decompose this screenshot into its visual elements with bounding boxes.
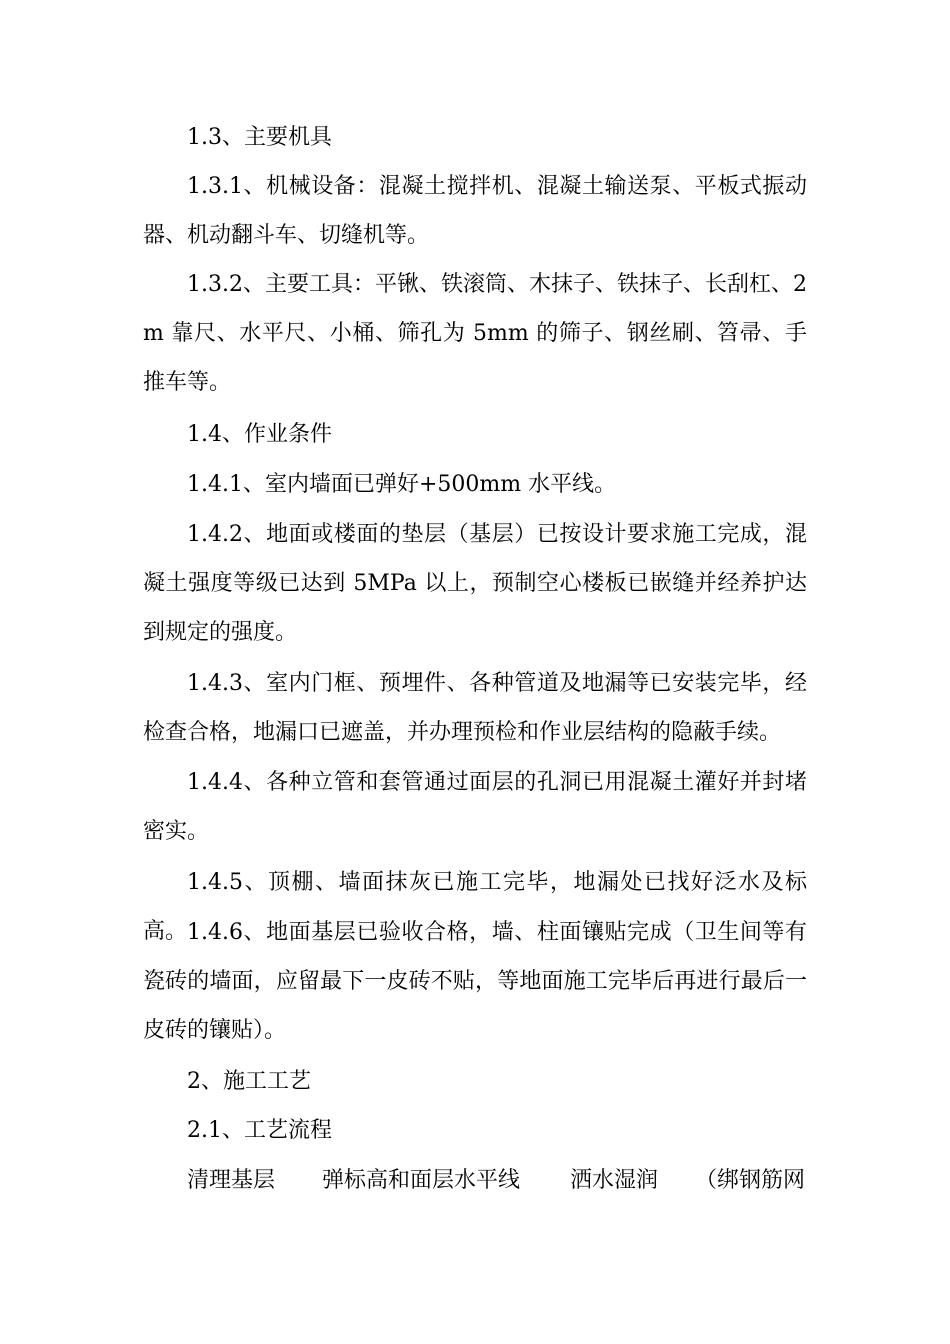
- flow-step-wetting: 洒水湿润: [570, 1168, 659, 1193]
- paragraph-1-4-3: 1.4.3、室内门框、预埋件、各种管道及地漏等已安装完毕，经检查合格，地漏口已遮盖，并办理预检和作业层结构的隐蔽手续。: [143, 671, 807, 745]
- paragraph-1-4-5: 1.4.5、顶棚、墙面抹灰已施工完毕，地漏处已找好泛水及标高。: [143, 870, 807, 944]
- paragraph-1-4-6: 1.4.6、地面基层已验收合格，墙、柱面镶贴完成（卫生间等有瓷砖的墙面，应留最下一皮砖不贴，等地面施工完毕后再进行最后一皮砖的镶贴）。: [143, 920, 807, 1043]
- paragraph-1-3-1: 1.3.1、机械设备：混凝土搅拌机、混凝土输送泵、平板式振动器、机动翻斗车、切缝机等。: [143, 174, 807, 248]
- paragraph-1-4-4: 1.4.4、各种立管和套管通过面层的孔洞已用混凝土灌好并封堵密实。: [143, 770, 807, 844]
- paragraph-1-4-2: 1.4.2、地面或楼面的垫层（基层）已按设计要求施工完成，混凝土强度等级已达到 5MPa 以上，预制空心楼板已嵌缝并经养护达到规定的强度。: [143, 522, 807, 645]
- heading-1-3: 1.3、主要机具: [187, 125, 332, 150]
- heading-2-1: 2.1、工艺流程: [187, 1118, 332, 1143]
- flow-step-elevation-lines: 弹标高和面层水平线: [322, 1168, 521, 1193]
- heading-2: 2、施工工艺: [187, 1069, 311, 1094]
- paragraph-1-4-1: 1.4.1、室内墙面已弹好+500mm 水平线。: [187, 472, 617, 497]
- flow-step-clean-base: 清理基层: [187, 1168, 276, 1193]
- flow-step-rebar-mesh: （绑钢筋网: [695, 1168, 806, 1193]
- paragraph-1-3-2: 1.3.2、主要工具：平锹、铁滚筒、木抹子、铁抹子、长刮杠、2m 靠尺、水平尺、小桶、筛孔为 5mm 的筛子、钢丝刷、笤帚、手推车等。: [143, 272, 807, 395]
- heading-1-4: 1.4、作业条件: [187, 422, 332, 447]
